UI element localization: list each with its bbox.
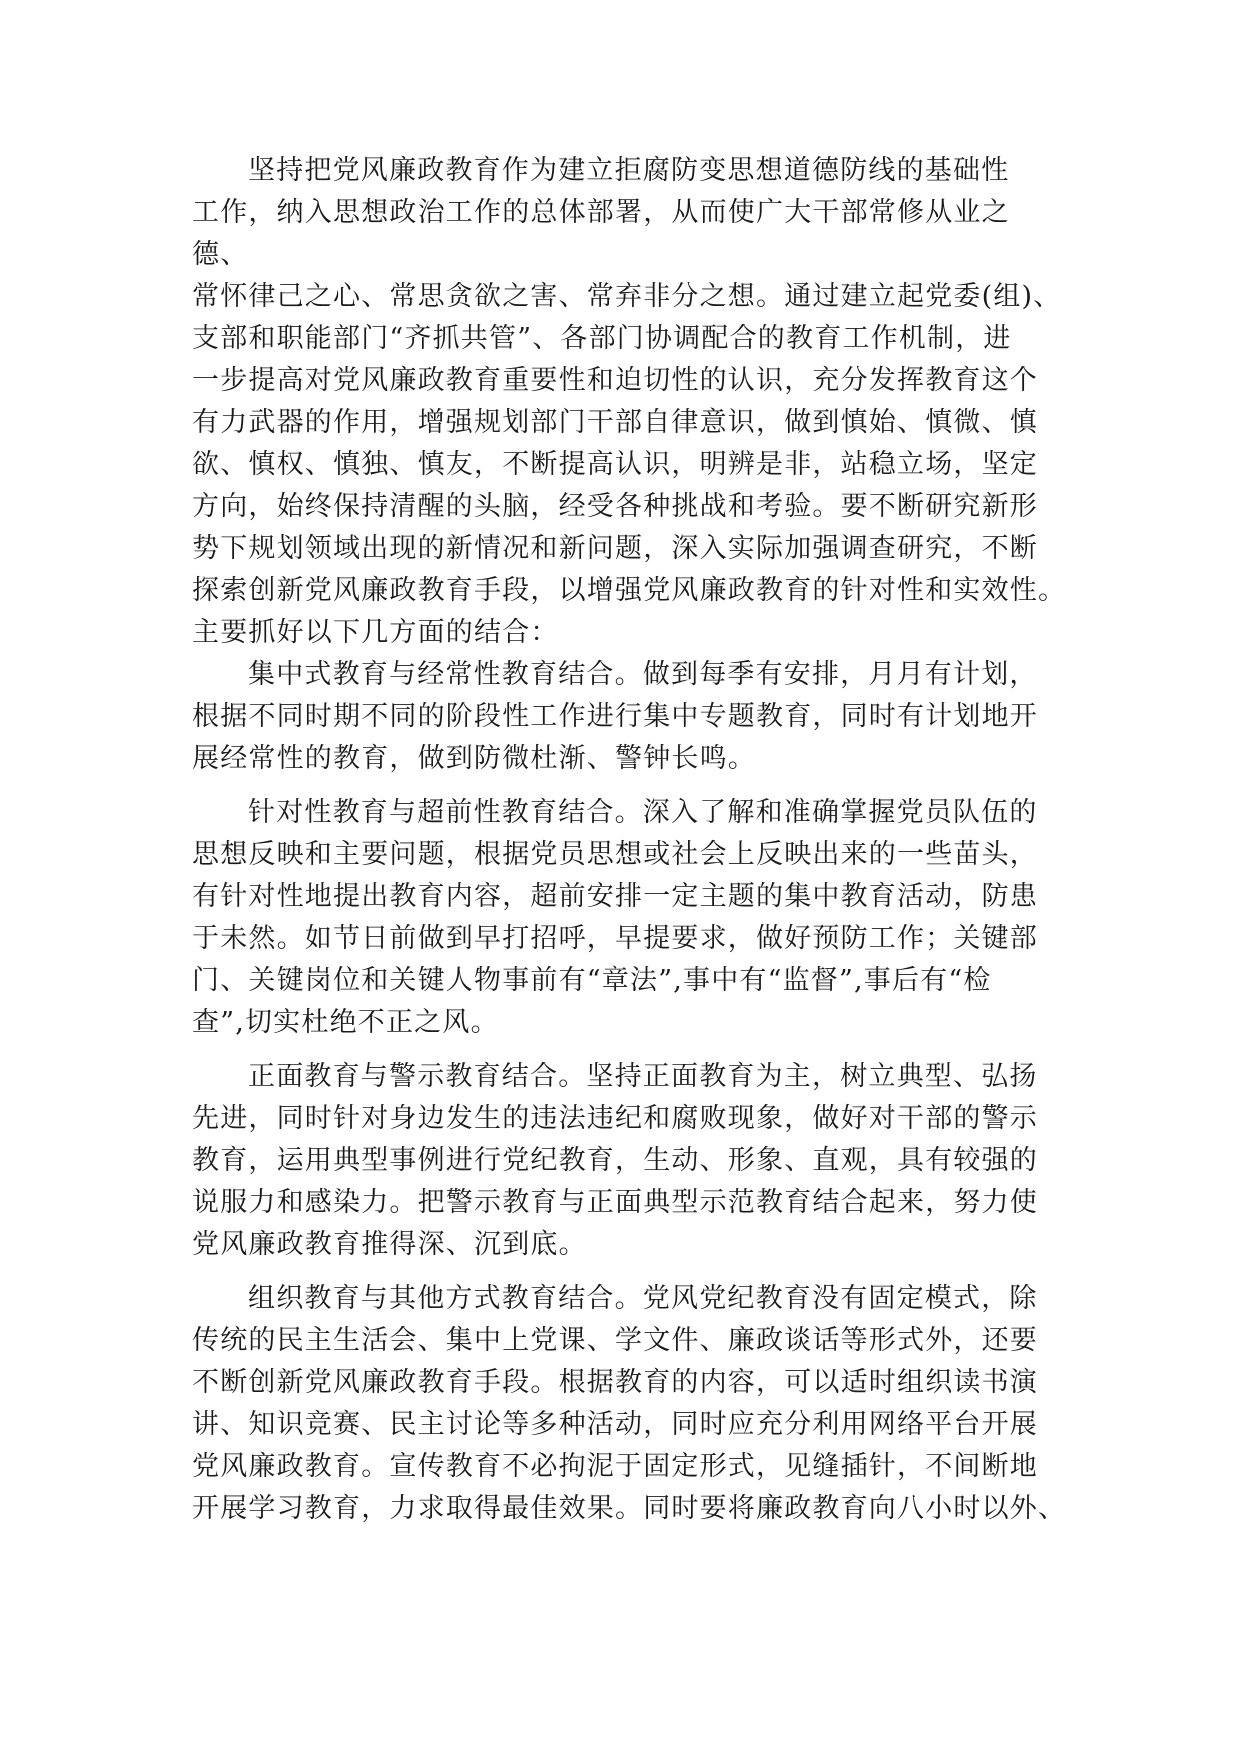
text-line: 德、 (192, 239, 249, 270)
text-line: 讲、知识竞赛、民主讨论等多种活动，同时应充分利用网络平台开展 (192, 1409, 1038, 1440)
text-line: 不断创新党风廉政教育手段。根据教育的内容，可以适时组织读书演 (192, 1367, 1038, 1398)
paragraph (192, 1056, 1052, 1266)
paragraph (192, 1278, 1067, 1530)
paragraph-gap (192, 1266, 1052, 1278)
text-line: 集中式教育与经常性教育结合。做到每季有安排，月月有计划， (248, 659, 1038, 690)
paragraph (192, 792, 1052, 1044)
text-line: 说服力和感染力。把警示教育与正面典型示范教育结合起来，努力使 (192, 1187, 1038, 1218)
text-line: 组织教育与其他方式教育结合。党风党纪教育没有固定模式，除 (248, 1283, 1038, 1314)
text-line: 开展学习教育，力求取得最佳效果。同时要将廉政教育向八小时以外、 (192, 1493, 1067, 1524)
text-line: 一步提高对党风廉政教育重要性和迫切性的认识，充分发挥教育这个 (192, 365, 1038, 396)
text-line: 思想反映和主要问题，根据党员思想或社会上反映出来的一些苗头， (192, 839, 1038, 870)
text-line: 工作，纳入思想政治工作的总体部署，从而使广大干部常修从业之 (192, 197, 1010, 228)
text-line: 于未然。如节日前做到早打招呼，早提要求，做好预防工作；关键部 (192, 923, 1038, 954)
text-line: 传统的民主生活会、集中上党课、学文件、廉政谈话等形式外，还要 (192, 1325, 1038, 1356)
text-line: 针对性教育与超前性教育结合。深入了解和准确掌握党员队伍的 (248, 797, 1038, 828)
text-line: 根据不同时期不同的阶段性工作进行集中专题教育，同时有计划地开 (192, 701, 1038, 732)
paragraph (192, 150, 1067, 654)
text-line: 展经常性的教育，做到防微杜渐、警钟长鸣。 (192, 743, 756, 774)
paragraph-gap (192, 1044, 1052, 1056)
text-line: 教育，运用典型事例进行党纪教育，生动、形象、直观，具有较强的 (192, 1145, 1038, 1176)
text-line: 势下规划领域出现的新情况和新问题，深入实际加强调查研究，不断 (192, 533, 1038, 564)
text-line: 党风廉政教育。宣传教育不必拘泥于固定形式，见缝插针，不间断地 (192, 1451, 1038, 1482)
text-line: 有针对性地提出教育内容，超前安排一定主题的集中教育活动，防患 (192, 881, 1038, 912)
text-line: 门、关键岗位和关键人物事前有“章法”,事中有“监督”,事后有“检 (192, 965, 992, 996)
document-body (192, 150, 1067, 1530)
text-line: 党风廉政教育推得深、沉到底。 (192, 1229, 587, 1260)
paragraph (192, 654, 1052, 780)
text-line: 有力武器的作用，增强规划部门干部自律意识，做到慎始、慎微、慎 (192, 407, 1038, 438)
text-line: 支部和职能部门“齐抓共管”、各部门协调配合的教育工作机制，进 (192, 323, 1012, 354)
text-line: 常怀律己之心、常思贪欲之害、常弃非分之想。通过建立起党委(组)、 (192, 281, 1062, 312)
text-line: 探索创新党风廉政教育手段，以增强党风廉政教育的针对性和实效性。 (192, 575, 1067, 606)
text-line: 主要抓好以下几方面的结合： (192, 617, 559, 648)
text-line: 先进，同时针对身边发生的违法违纪和腐败现象，做好对干部的警示 (192, 1103, 1038, 1134)
text-line: 方向，始终保持清醒的头脑，经受各种挑战和考验。要不断研究新形 (192, 491, 1038, 522)
text-line: 查”,切实杜绝不正之风。 (192, 1007, 499, 1038)
text-line: 坚持把党风廉政教育作为建立拒腐防变思想道德防线的基础性 (248, 155, 1010, 186)
paragraph-gap (192, 780, 1052, 792)
text-line: 欲、慎权、慎独、慎友，不断提高认识，明辨是非，站稳立场，坚定 (192, 449, 1038, 480)
text-line: 正面教育与警示教育结合。坚持正面教育为主，树立典型、弘扬 (248, 1061, 1038, 1092)
